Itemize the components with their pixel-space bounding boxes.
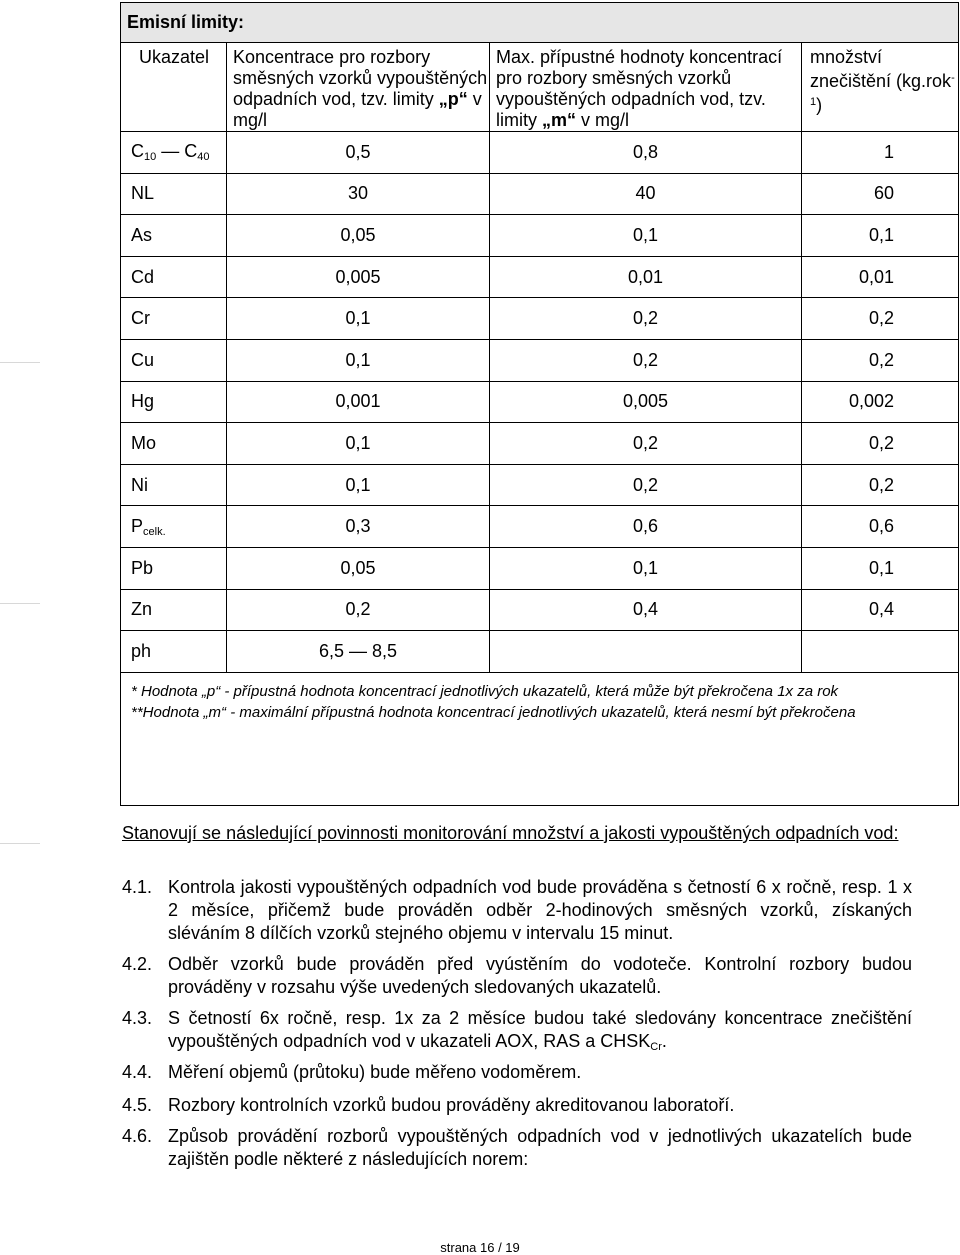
indicator-cell: NL [121,173,227,215]
amount-cell: 0,1 [802,215,959,257]
amount-cell: 60 [802,173,959,215]
m-value-cell: 0,4 [490,589,802,631]
item-text: Měření objemů (průtoku) bude měřeno vodoměrem. [168,1062,582,1082]
margin-mark [0,362,40,363]
monitoring-section-title: Stanovují se následující povinnosti monitorování množství a jakosti vypouštěných odpadních vod: [122,823,899,843]
item-text: Způsob provádění rozborů vypouštěných odpadních vod v jednotlivých ukazatelích bude zajištěn podle některé z následujících norem: [168,1126,912,1169]
amount-cell: 0,01 [802,256,959,298]
item-number: 4.1. [122,877,153,897]
m-value-cell: 0,8 [490,132,802,174]
amount-cell: 0,1 [802,547,959,589]
amount-cell: 0,2 [802,298,959,340]
emission-limits-table [120,2,959,806]
p-value-cell: 0,1 [227,298,490,340]
page-number: strana 16 / 19 [440,1240,520,1255]
amount-cell: 1 [802,132,959,174]
p-value-cell: 0,5 [227,132,490,174]
p-value-cell: 0,001 [227,381,490,423]
indicator-cell: $C_{10}$ — $C_{40}$ [121,132,227,174]
p-value-cell: 0,1 [227,423,490,465]
table-row [121,132,959,174]
m-value-cell: 0,01 [490,256,802,298]
table-title: Emisní limity: [121,3,959,43]
table-row [121,589,959,631]
amount-cell: 0,2 [802,339,959,381]
p-value-cell: 0,05 [227,547,490,589]
m-value-cell: 0,6 [490,506,802,548]
m-value-cell: 0,1 [490,547,802,589]
amount-cell [802,631,959,673]
indicator-cell: Cu [121,339,227,381]
indicator-cell: Ni [121,464,227,506]
table-row [121,256,959,298]
item-text: Kontrola jakosti vypouštěných odpadních vod bude prováděna s četností 6 x ročně, resp. 1 x 2 měsíce, přičemž bude prováděn odběr 2-hodinových směsných vzorků, získaných sléváním 8 dílčích vzorků stejného objemu v intervalu 15 minut. [168,877,912,943]
indicator-cell: As [121,215,227,257]
p-value-cell: 0,05 [227,215,490,257]
m-value-cell: 0,2 [490,423,802,465]
indicator-cell: Hg [121,381,227,423]
m-value-cell: 0,2 [490,339,802,381]
margin-mark [0,603,40,604]
table-row [121,506,959,548]
m-value-cell: 0,1 [490,215,802,257]
indicator-cell: Zn [121,589,227,631]
item-number: 4.5. [122,1095,153,1115]
m-value-cell: 0,2 [490,464,802,506]
indicator-cell: Pb [121,547,227,589]
note-m: **Hodnota „m“ - maximální přípustná hodnota koncentrací jednotlivých ukazatelů, která nesmí být překročena [131,703,856,721]
table-row [121,173,959,215]
m-value-cell: 0,005 [490,381,802,423]
item-number: 4.6. [122,1126,153,1146]
table-row [121,464,959,506]
header-m-limit: Max. přípustné hodnoty koncentrací pro rozbory směsných vzorků vypouštěných odpadních vod, tzv. limity „m“ v mg/l [490,43,802,132]
amount-cell: 0,2 [802,423,959,465]
indicator-cell: $P_{celk.}$ [121,506,227,548]
amount-cell: 0,4 [802,589,959,631]
indicator-cell: ph [121,631,227,673]
header-indicator: Ukazatel [121,43,227,132]
list-item [122,1125,912,1171]
table-row [121,423,959,465]
item-text: Odběr vzorků bude prováděn před vyústěním do vodoteče. Kontrolní rozbory budou prováděny v rozsahu výše uvedených sledovaných ukazatelů. [168,954,912,997]
list-item [122,876,912,945]
item-number: 4.2. [122,954,153,974]
p-value-cell: 0,3 [227,506,490,548]
p-value-cell: 0,1 [227,339,490,381]
header-pollution-amount: množství znečištění (kg.rok$^{-1}$) [802,43,959,132]
p-value-cell: 6,5 — 8,5 [227,631,490,673]
m-value-cell: 0,2 [490,298,802,340]
table-row [121,381,959,423]
item-text: S četností 6x ročně, resp. 1x za 2 měsíce budou také sledovány koncentrace znečištění vypouštěných odpadních vod v ukazateli AOX, RAS a $CHSK_{Cr}$. [168,1008,912,1053]
amount-cell: 0,002 [802,381,959,423]
amount-cell: 0,2 [802,464,959,506]
m-value-cell [490,631,802,673]
header-p-limit: Koncentrace pro rozbory směsných vzorků vypouštěných odpadních vod, tzv. limity „p“ v mg/l [227,43,490,132]
table-row [121,215,959,257]
table-notes [121,672,959,805]
p-value-cell: 0,005 [227,256,490,298]
list-item [122,953,912,999]
p-value-cell: 0,1 [227,464,490,506]
item-number: 4.3. [122,1008,153,1028]
amount-cell: 0,6 [802,506,959,548]
indicator-cell: Cr [121,298,227,340]
list-item [122,1061,912,1084]
note-p: * Hodnota „p“ - přípustná hodnota koncentrací jednotlivých ukazatelů, která může být překročena 1x za rok [131,682,839,700]
item-text: Rozbory kontrolních vzorků budou prováděny akreditovanou laboratoří. [168,1095,735,1115]
indicator-cell: Cd [121,256,227,298]
header-row [121,43,959,132]
table-row [121,631,959,673]
table-row [121,298,959,340]
p-value-cell: 30 [227,173,490,215]
list-item [122,1007,912,1059]
table-row [121,339,959,381]
indicator-cell: Mo [121,423,227,465]
margin-mark [0,843,40,844]
item-number: 4.4. [122,1062,153,1082]
table-row [121,547,959,589]
list-item [122,1094,912,1117]
p-value-cell: 0,2 [227,589,490,631]
m-value-cell: 40 [490,173,802,215]
